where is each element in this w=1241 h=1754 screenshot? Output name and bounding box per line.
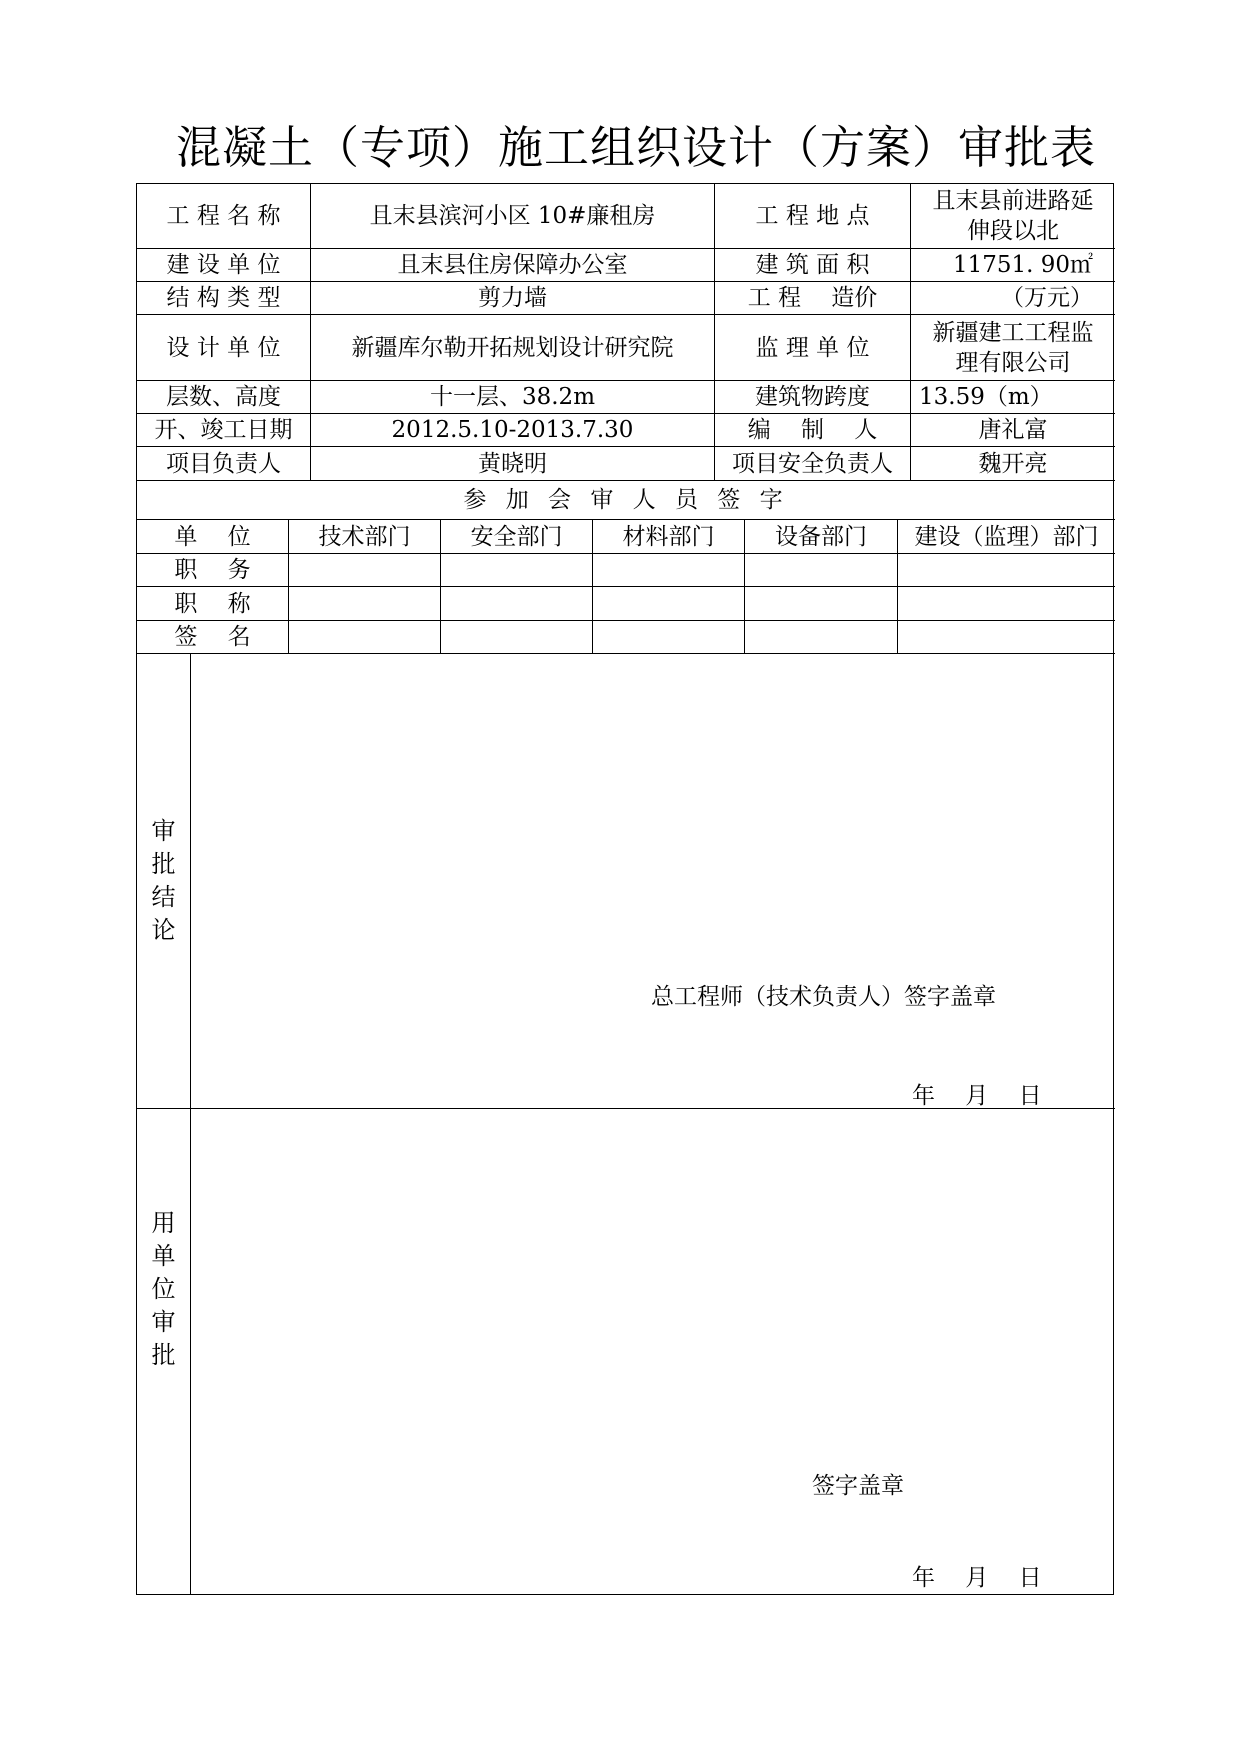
user-unit-approval-label: [137, 1109, 191, 1594]
floors-label: 层数、高度: [137, 381, 311, 414]
row-label-unit: 单 位: [137, 520, 289, 554]
approval-label-char: 审: [151, 817, 176, 845]
owner-value: 且末县住房保障办公室: [311, 249, 715, 282]
project-name-label: 工 程 名 称: [137, 184, 311, 249]
approval-label-char: 批: [151, 850, 176, 878]
compiler-label: 编 制 人: [715, 414, 911, 447]
position-equipment: [745, 554, 898, 587]
project-location-line-1: 且末县前进路延: [932, 188, 1094, 214]
cost-value: （万元）: [911, 282, 1115, 315]
owner-label: 建 设 单 位: [137, 249, 311, 282]
supervisor-line-2: 理有限公司: [955, 349, 1071, 376]
dept-technical: 技术部门: [289, 520, 441, 554]
user-unit-approval-area[interactable]: [191, 1109, 1115, 1594]
dept-equipment: 设备部门: [745, 520, 898, 554]
position-construction: [898, 554, 1115, 587]
span-label: 建筑物跨度: [715, 381, 911, 414]
dates-label: 开、竣工日期: [137, 414, 311, 447]
dept-materials: 材料部门: [593, 520, 745, 554]
title-safety: [441, 587, 593, 621]
structure-value: 剪力墙: [311, 282, 715, 315]
approval-label-char: 结: [151, 883, 176, 911]
approval-conclusion-label: [137, 654, 191, 1109]
approval-date-label: 年 月 日: [912, 1083, 1042, 1109]
signature-equipment: [745, 621, 898, 654]
manager-label: 项目负责人: [137, 447, 311, 481]
supervisor-line-1: 新疆建工工程监: [932, 319, 1094, 346]
signatures-header: 参 加 会 审 人 员 签 字: [137, 481, 1115, 520]
chief-engineer-signature-label: 总工程师（技术负责人）签字盖章: [651, 984, 996, 1010]
user-unit-date-label: 年 月 日: [912, 1565, 1042, 1591]
approval-form-table: [136, 183, 1114, 1595]
user-approval-label-char: 单: [151, 1242, 176, 1270]
span-value: 13.59（m）: [911, 381, 1115, 414]
user-approval-label-char: 用: [151, 1209, 176, 1237]
manager-value: 黄晓明: [311, 447, 715, 481]
dept-safety: 安全部门: [441, 520, 593, 554]
user-unit-signature-label: 签字盖章: [812, 1473, 904, 1499]
signature-technical: [289, 621, 441, 654]
title-materials: [593, 587, 745, 621]
signature-materials: [593, 621, 745, 654]
safety-manager-value: 魏开亮: [911, 447, 1115, 481]
position-materials: [593, 554, 745, 587]
approval-label-char: 论: [151, 916, 176, 944]
project-location-value: [911, 184, 1115, 249]
user-approval-label-char: 批: [151, 1341, 176, 1369]
floors-value: 十一层、38.2m: [311, 381, 715, 414]
row-label-position: 职 务: [137, 554, 289, 587]
structure-label: 结 构 类 型: [137, 282, 311, 315]
safety-manager-label: 项目安全负责人: [715, 447, 911, 481]
cost-label: 工 程 造价: [715, 282, 911, 315]
compiler-value: 唐礼富: [911, 414, 1115, 447]
supervisor-value: [911, 315, 1115, 381]
position-technical: [289, 554, 441, 587]
dept-construction-supervision: 建设（监理）部门: [898, 520, 1115, 554]
title-equipment: [745, 587, 898, 621]
title-construction: [898, 587, 1115, 621]
designer-label: 设 计 单 位: [137, 315, 311, 381]
position-safety: [441, 554, 593, 587]
user-approval-label-char: 审: [151, 1308, 176, 1336]
project-location-line-2: 伸段以北: [967, 218, 1059, 244]
row-label-title: 职 称: [137, 587, 289, 621]
page-title: 混凝土（专项）施工组织设计（方案）审批表: [175, 121, 1096, 174]
supervisor-label: 监 理 单 位: [715, 315, 911, 381]
project-location-label: 工 程 地 点: [715, 184, 911, 249]
approval-conclusion-area[interactable]: [191, 654, 1115, 1109]
signature-safety: [441, 621, 593, 654]
area-value: 11751. 90㎡: [911, 249, 1115, 282]
user-approval-label-char: 位: [151, 1275, 176, 1303]
title-technical: [289, 587, 441, 621]
dates-value: 2012.5.10-2013.7.30: [311, 414, 715, 447]
designer-value: 新疆库尔勒开拓规划设计研究院: [311, 315, 715, 381]
row-label-signature: 签 名: [137, 621, 289, 654]
project-name-value: 且末县滨河小区 10#廉租房: [311, 184, 715, 249]
area-label: 建 筑 面 积: [715, 249, 911, 282]
signature-construction: [898, 621, 1115, 654]
